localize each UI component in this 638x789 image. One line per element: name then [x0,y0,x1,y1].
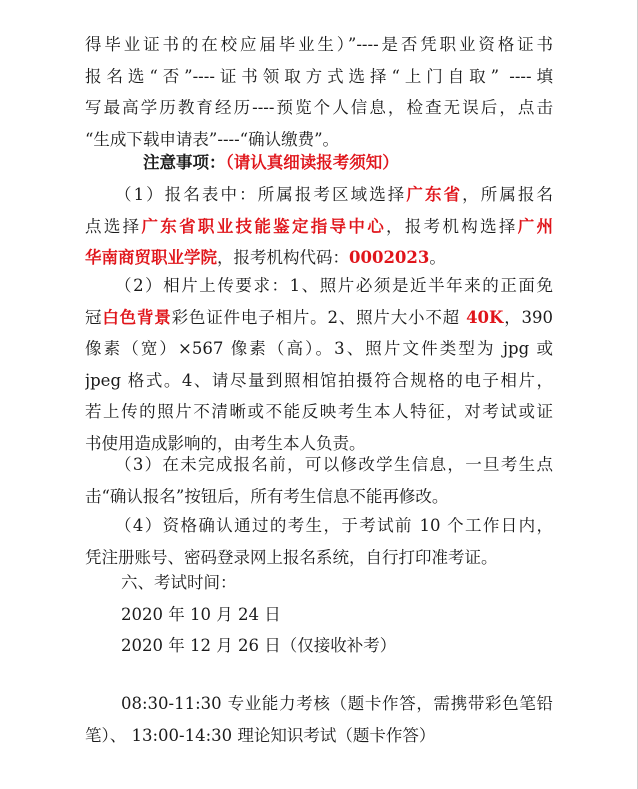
notice-heading [85,147,553,179]
item-1-text-i: ，报考机构代码： [217,248,349,267]
intro-line-1: 得毕业证书的在校应届毕业生）”----是否凭职业资格证书 [85,35,553,54]
notice-red-text: （请认真细读报考须知） [225,153,399,172]
item-4-line-2: 凭注册账号、密码登录网上报名系统，自行打印准考证。 [85,547,498,567]
item-1-institution: 华南商贸职业学院 [85,248,217,267]
item-1-line-3 [85,242,553,274]
item-1-text-d: 点选择 [85,216,142,236]
item-2-line-2 [85,302,553,334]
section-6-heading: 六、考试时间： [121,573,237,592]
schedule-line-1: 08:30-11:30 专业能力考核（题卡作答，需携带彩色笔铅 [121,694,553,713]
item-2-size: 40K [466,307,504,327]
intro-line-4: “生成下载申请表”----“确认缴费”。 [85,129,340,149]
item-2-line-6: 书使用造成影响的，由考生本人负责。 [85,433,366,453]
item-1-text-k: 。 [429,248,446,267]
schedule-paragraph [85,688,553,751]
item-2-line-5: 若上传的照片不清晰或不能反映考生本人特征，对考试或证 [85,402,553,421]
notice-label: 注意事项： [143,153,226,172]
item-1-center: 广东省职业技能鉴定指导中心 [141,216,386,236]
item-2-text-a: 冠 [85,307,103,327]
item-2-line-1: （2）相片上传要求：1、照片必须是近半年来的正面免 [115,276,553,295]
section-6 [85,567,553,662]
item-1-text-c: ，所属报名 [462,185,553,204]
item-2-text-c: 彩色证件电子相片。2、照片大小不超 [171,307,467,327]
item-3-line-1: （3）在未完成报名前，可以修改学生信息，一旦考生点 [115,455,553,474]
item-4-paragraph [85,510,553,573]
item-1-line-1 [85,179,553,211]
item-1-text-a: （1）报名表中：所属报考区域选择 [115,185,407,204]
item-1-line-2 [85,211,553,243]
exam-date-1: 2020 年 10 月 24 日 [121,604,281,624]
item-2-line-3: 像素（宽）×567 像素（高）。3、照片文件类型为 jpg 或 [85,339,553,358]
item-2-paragraph [85,270,553,459]
item-2-line-4: jpeg 格式。4、请尽量到照相馆拍摄符合规格的电子相片， [85,370,553,390]
intro-paragraph [85,29,553,155]
item-2-text-e: ，390 [503,307,553,327]
item-3-paragraph [85,449,553,512]
item-1-city: 广州 [517,216,553,236]
intro-line-2: 报名选“否”----证书领取方式选择“上门自取” ----填 [85,66,553,86]
item-1-text-f: ，报考机构选择 [386,216,518,236]
item-1-code: 0002023 [349,248,430,267]
item-3-line-2: 击“确认报名”按钮后，所有考生信息不能再修改。 [85,486,449,506]
item-2-bg: 白色背景 [102,307,172,327]
intro-line-3: 写最高学历教育经历----预览个人信息，检查无误后，点击 [85,98,553,117]
schedule-line-2: 笔）、 13:00-14:30 理论知识考试（题卡作答） [85,725,436,745]
item-4-line-1: （4）资格确认通过的考生，于考试前 10 个工作日内， [115,516,553,535]
exam-date-2: 2020 年 12 月 26 日（仅接收补考） [121,636,397,655]
item-1-province: 广东省 [406,185,463,204]
item-1-paragraph [85,179,553,274]
